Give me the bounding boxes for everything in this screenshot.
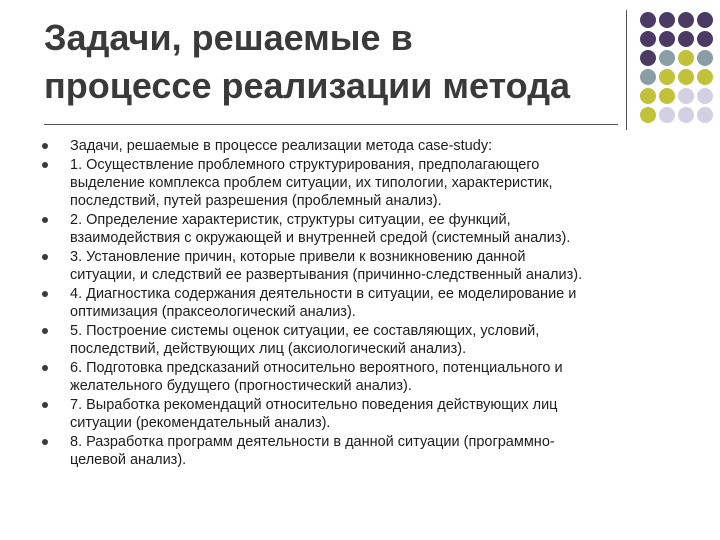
decorative-dot [678,31,694,47]
decorative-dot [697,12,713,28]
bullet-icon [42,217,48,223]
decorative-dot [659,107,675,123]
list-item-text: 1. Осуществление проблемного структурирования, предполагающего [70,157,540,173]
task-bullet-list [42,137,682,470]
bullet-icon [42,162,48,168]
decorative-dot [697,50,713,66]
decorative-dot [640,12,656,28]
list-item-text: последствий, путей разрешения (проблемный анализ). [70,193,442,209]
decorative-dot [640,50,656,66]
bullet-icon [42,365,48,371]
bullet-icon [42,291,48,297]
bullet-icon [42,439,48,445]
decorative-dot [659,50,675,66]
decorative-dot [678,12,694,28]
list-item [42,137,682,155]
list-item-text: 4. Диагностика содержания деятельности в ситуации, ее моделирование и [70,286,577,302]
decorative-dot [659,31,675,47]
list-item-text: ситуации, и следствий ее развертывания (причинно-следственный анализ). [70,267,583,283]
list-item-text: выделение комплекса проблем ситуации, их типологии, характеристик, [70,175,553,191]
list-item [42,359,682,395]
list-item [42,322,682,358]
list-item-text: 6. Подготовка предсказаний относительно вероятного, потенциального и [70,360,563,376]
bullet-icon [42,254,48,260]
decorative-dot [640,31,656,47]
decorative-dot [640,69,656,85]
horizontal-divider [44,124,618,125]
list-item-text: Задачи, решаемые в процессе реализации метода case-study: [70,138,493,154]
decorative-dot [640,88,656,104]
decorative-dot [659,69,675,85]
decorative-dot [697,69,713,85]
decorative-dot [678,50,694,66]
bullet-icon [42,143,48,149]
decorative-dot [697,88,713,104]
vertical-divider [626,10,627,130]
title-line-2: процессе реализации метода [44,65,571,106]
list-item-text: 7. Выработка рекомендаций относительно поведения действующих лиц [70,397,558,413]
decorative-dot [678,69,694,85]
list-item-text: целевой анализ). [70,452,187,468]
decorative-dot [659,88,675,104]
decorative-dot [697,107,713,123]
bullet-icon [42,402,48,408]
list-item [42,433,682,469]
bullet-icon [42,328,48,334]
list-item [42,156,682,210]
list-item [42,285,682,321]
decorative-dot [640,107,656,123]
list-item-text: ситуации (рекомендательный анализ). [70,415,331,431]
list-item [42,211,682,247]
list-item-text: желательного будущего (прогностический анализ). [70,378,412,394]
list-item-text: 5. Построение системы оценок ситуации, ее составляющих, условий, [70,323,540,339]
decorative-dot [697,31,713,47]
list-item [42,248,682,284]
decorative-dot [659,12,675,28]
list-item-text: взаимодействия с окружающей и внутренней средой (системный анализ). [70,230,571,246]
list-item-text: оптимизация (праксеологический анализ). [70,304,356,320]
decorative-dot [678,107,694,123]
list-item-text: 8. Разработка программ деятельности в данной ситуации (программно- [70,434,555,450]
list-item-text: 3. Установление причин, которые привели к возникновению данной [70,249,526,265]
list-item [42,396,682,432]
decorative-dot-grid [640,12,720,120]
decorative-dot [678,88,694,104]
list-item-text: последствий, действующих лиц (аксиологический анализ). [70,341,467,357]
title-line-1: Задачи, решаемые в [44,17,413,58]
slide-title [44,14,624,110]
list-item-text: 2. Определение характеристик, структуры ситуации, ее функций, [70,212,511,228]
